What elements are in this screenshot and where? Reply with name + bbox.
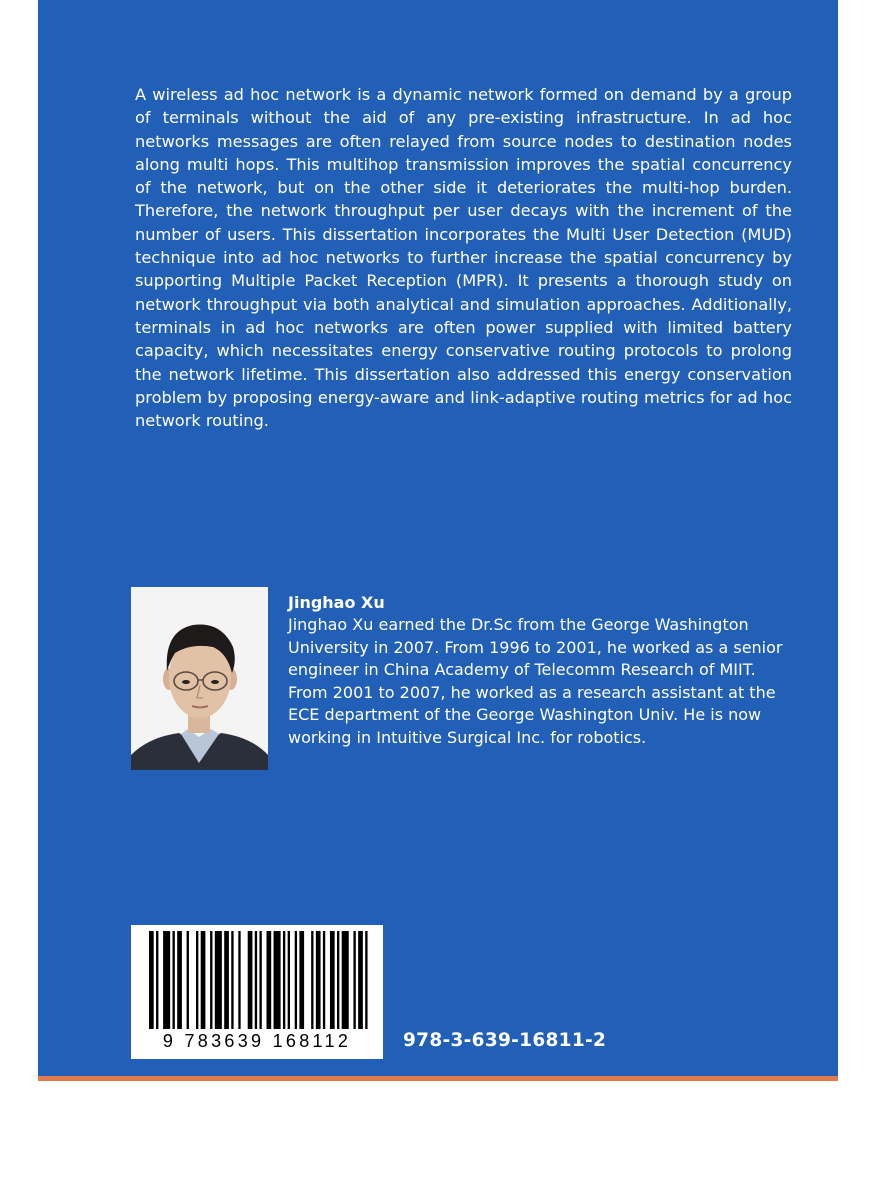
barcode-bar — [283, 931, 285, 1029]
author-bio: Jinghao Xu earned the Dr.Sc from the George Washington University in 2007. From 1996 to 2001, he worked as a senior engineer in China Academy of Telecomm Research of MIIT. From 2001 to 2007, he worked as a research assistant at the ECE department of the George Washington Univ. He is now working in Intuitive Surgical Inc. for robotics. — [288, 615, 783, 747]
barcode — [131, 925, 383, 1059]
barcode-bar — [255, 931, 257, 1029]
barcode-bar — [323, 931, 325, 1029]
barcode-bar — [311, 931, 313, 1029]
barcode-bar — [196, 931, 198, 1029]
barcode-bar — [231, 931, 233, 1029]
barcode-bar — [201, 931, 206, 1029]
barcode-bar — [173, 931, 175, 1029]
barcode-bar — [353, 931, 355, 1029]
barcode-bar — [248, 931, 253, 1029]
barcode-bar — [149, 931, 154, 1029]
barcode-bar — [259, 931, 261, 1029]
barcode-bar — [163, 931, 170, 1029]
barcode-bar — [274, 931, 281, 1029]
barcode-bar — [210, 931, 212, 1029]
author-name: Jinghao Xu — [288, 593, 385, 612]
barcode-bar — [316, 931, 321, 1029]
barcode-bar — [365, 931, 367, 1029]
barcode-bar — [224, 931, 229, 1029]
barcode-bar — [337, 931, 339, 1029]
barcode-digits: 9 783639 168112 — [162, 1031, 352, 1051]
barcode-bar — [288, 931, 290, 1029]
barcode-bar — [177, 931, 182, 1029]
barcode-bar — [156, 931, 158, 1029]
barcode-bar — [342, 931, 349, 1029]
barcode-bar — [295, 931, 297, 1029]
author-photo — [131, 587, 268, 770]
book-description: A wireless ad hoc network is a dynamic network formed on demand by a group of terminals without the aid of any pre-existing infrastructure. In ad hoc networks messages are often relayed from source nodes to destination nodes along multi hops. This multihop transmission improves the spatial concurrency of the network, but on the other side it deteriorates the multi-hop burden. Therefore, the network throughput per user decays with the increment of the number of users. This dissertation incorporates the Multi User Detection (MUD) technique into ad hoc networks to further increase the spatial concurrency by supporting Multiple Packet Reception (MPR). It presents a thorough study on network throughput via both analytical and simulation approaches. Additionally, terminals in ad hoc networks are often power supplied with limited battery capacity, which necessitates energy conservative routing protocols to prolong the network lifetime. This dissertation also addressed this energy conservation problem by proposing energy-aware and link-adaptive routing metrics for ad hoc network routing. — [135, 85, 792, 431]
accent-stripe — [38, 1076, 838, 1081]
barcode-bar — [215, 931, 222, 1029]
barcode-bar — [358, 931, 363, 1029]
isbn-number: 978-3-639-16811-2 — [403, 1030, 607, 1051]
barcode-bar — [299, 931, 304, 1029]
barcode-bar — [238, 931, 240, 1029]
barcode-bar — [187, 931, 189, 1029]
barcode-bar — [330, 931, 335, 1029]
barcode-bars — [131, 925, 383, 1029]
barcode-bar — [267, 931, 272, 1029]
